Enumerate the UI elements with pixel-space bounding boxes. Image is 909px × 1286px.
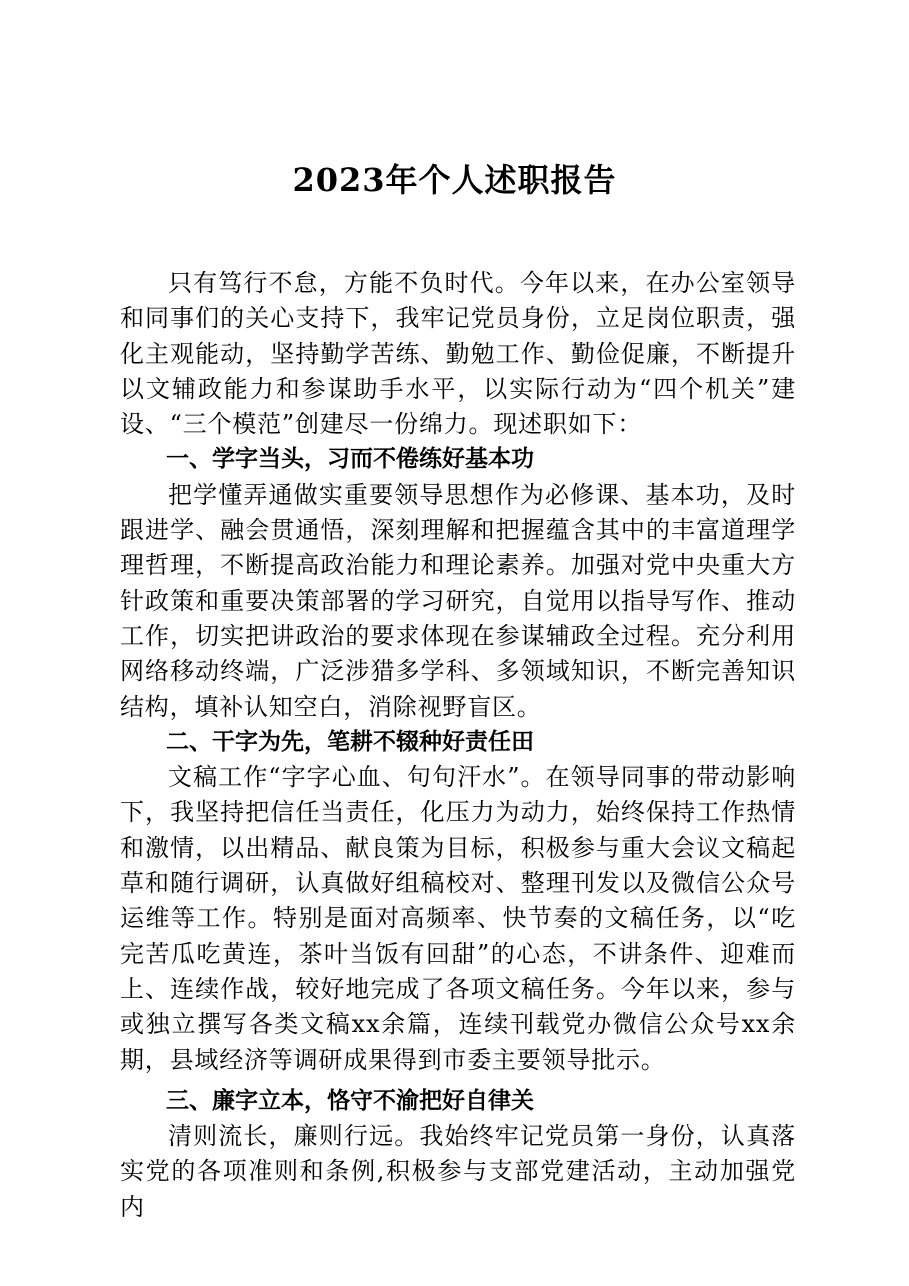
section-heading-3: 三、廉字立本，恪守不渝把好自律关	[166, 1087, 534, 1114]
section-heading-2: 二、干字为先，笔耕不辍种好责任田	[166, 728, 534, 755]
section-body-1: 把学懂弄通做实重要领导思想作为必修课、基本功，及时跟进学、融会贯通悟，深刻理解和把握蕴含其中的丰富道理学理哲理，不断提高政治能力和理论素养。加强对党中央重大方针政策和重要决策部署的学习研究，自觉用以指导写作、推动工作，切实把讲政治的要求体现在参谋辅政全过程。充分利用网络移动终端，广泛涉猎多学科、多领域知识，不断完善知识结构，填补认知空白，消除视野盲区。	[120, 480, 796, 721]
section-body-2: 文稿工作“字字心血、句句汗水”。在领导同事的带动影响下，我坚持把信任当责任，化压力为动力，始终保持工作热情和激情，以出精品、献良策为目标，积极参与重大会议文稿起草和随行调研，认真做好组稿校对、整理刊发以及微信公众号运维等工作。特别是面对高频率、快节奏的文稿任务，以“吃完苦瓜吃黄连，茶叶当饭有回甜”的心态，不讲条件、迎难而上、连续作战，较好地完成了各项文稿任务。今年以来，参与或独立撰写各类文稿xx余篇，连续刊载党办微信公众号xx余期，县域经济等调研成果得到市委主要领导批示。	[120, 763, 796, 1074]
section-body-3: 清则流长，廉则行远。我始终牢记党员第一身份，认真落实党的各项准则和条例,积极参与支部党建活动，主动加强党内	[120, 1122, 796, 1221]
section-heading-1: 一、学字当头，习而不倦练好基本功	[166, 446, 534, 473]
intro-paragraph: 只有笃行不怠，方能不负时代。今年以来，在办公室领导和同事们的关心支持下，我牢记党员身份，立足岗位职责，强化主观能动，坚持勤学苦练、勤勉工作、勤俭促廉，不断提升以文辅政能力和参谋助手水平，以实际行动为“四个机关”建设、“三个模范”创建尽一份绵力。现述职如下：	[120, 269, 796, 439]
document-body	[120, 266, 796, 1225]
document-title: 2023年个人述职报告	[292, 161, 617, 199]
